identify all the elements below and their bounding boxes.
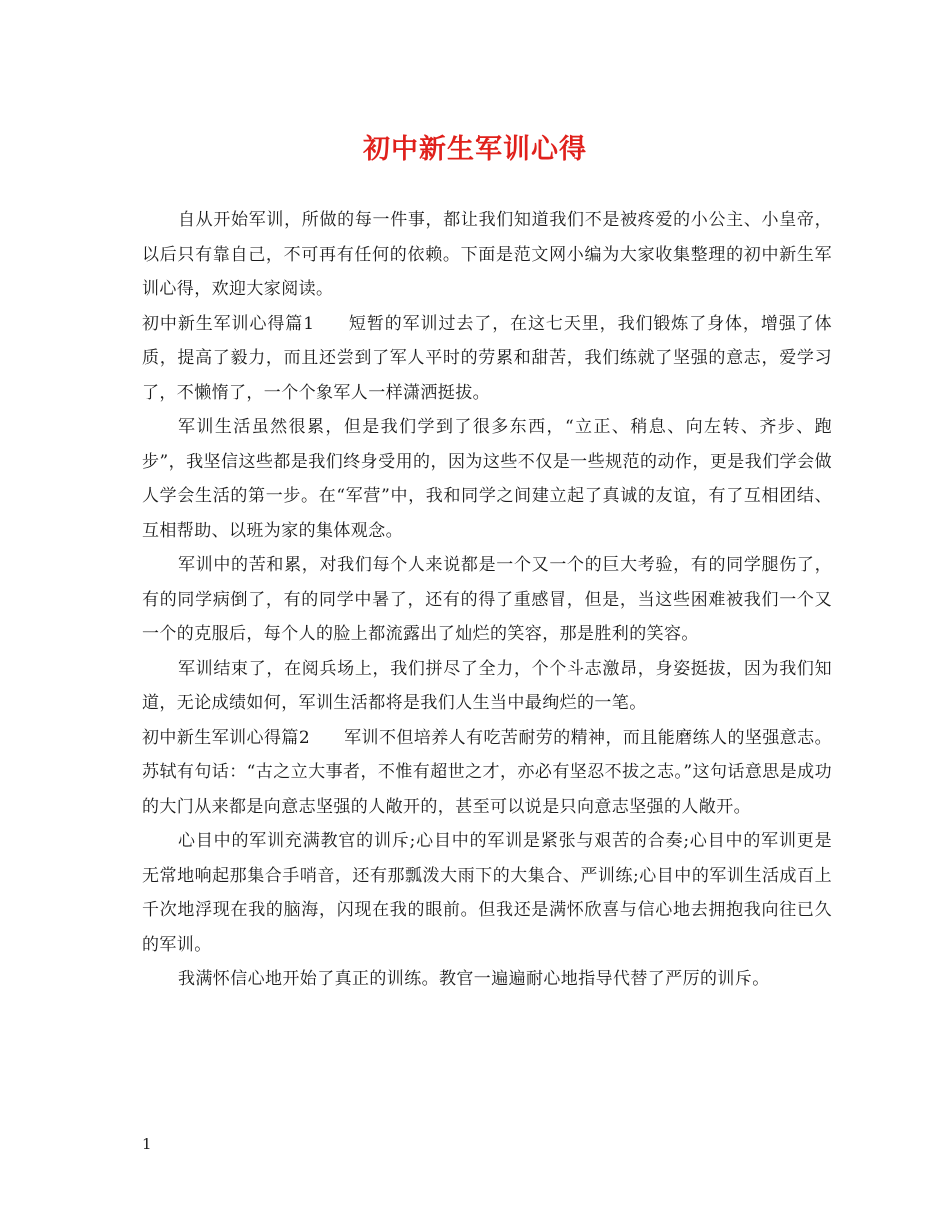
- section-1-paragraph-3: 军训中的苦和累，对我们每个人来说都是一个又一个的巨大考验，有的同学腿伤了，有的同学病倒了，有的同学中暑了，还有的得了重感冒，但是，当这些困难被我们一个又一个的克服后，每个人的脸上都流露出了灿烂的笑容，那是胜利的笑容。: [142, 555, 832, 644]
- section-1-heading: 初中新生军训心得篇1: [142, 313, 315, 334]
- section-1-paragraph-2: 军训生活虽然很累，但是我们学到了很多东西，“立正、稍息、向左转、齐步、跑步”，我坚信这些都是我们终身受用的，因为这些不仅是一些规范的动作，更是我们学会做人学会生活的第一步。在“军营”中，我和同学之间建立起了真诚的友谊，有了互相团结、互相帮助、以班为家的集体观念。: [142, 417, 832, 541]
- section-2-lead: 军训不但培养人有吃苦耐劳的精神，而且能磨练人的坚强意志。苏轼有句话：“古之立大事者，不惟有超世之才，亦必有坚忍不拔之志。”这句话意思是成功的大门从来都是向意志坚强的人敞开的，甚至可以说是只向意志坚强的人敞开。: [142, 727, 832, 817]
- document-title: 初中新生军训心得: [363, 134, 587, 165]
- section-1-paragraph-4: 军训结束了，在阅兵场上，我们拼尽了全力，个个斗志激昂，身姿挺拔，因为我们知道，无论成绩如何，军训生活都将是我们人生当中最绚烂的一笔。: [142, 658, 832, 713]
- intro-paragraph: 自从开始军训，所做的每一件事，都让我们知道我们不是被疼爱的小公主、小皇帝，以后只有靠自己，不可再有任何的依赖。下面是范文网小编为大家收集整理的初中新生军训心得，欢迎大家阅读。: [142, 210, 832, 299]
- document-body: [142, 203, 832, 997]
- section-2-heading: 初中新生军训心得篇2: [142, 727, 311, 748]
- section-1-paragraph: [142, 307, 832, 411]
- page-number: 1: [142, 1135, 152, 1153]
- section-1-lead: 短暂的军训过去了，在这七天里，我们锻炼了身体，增强了体质，提高了毅力，而且还尝到了军人平时的劳累和甜苦，我们练就了坚强的意志，爱学习了，不懒惰了，一个个象军人一样潇洒挺拔。: [142, 313, 832, 403]
- section-2-paragraph: [142, 721, 832, 825]
- section-2-paragraph-2: 心目中的军训充满教官的训斥;心目中的军训是紧张与艰苦的合奏;心目中的军训更是无常地响起那集合手哨音，还有那瓢泼大雨下的大集合、严训练;心目中的军训生活成百上千次地浮现在我的脑海，闪现在我的眼前。但我还是满怀欣喜与信心地去拥抱我向往已久的军训。: [142, 831, 832, 955]
- section-2-paragraph-3: 我满怀信心地开始了真正的训练。教官一遍遍耐心地指导代替了严厉的训斥。: [178, 969, 770, 989]
